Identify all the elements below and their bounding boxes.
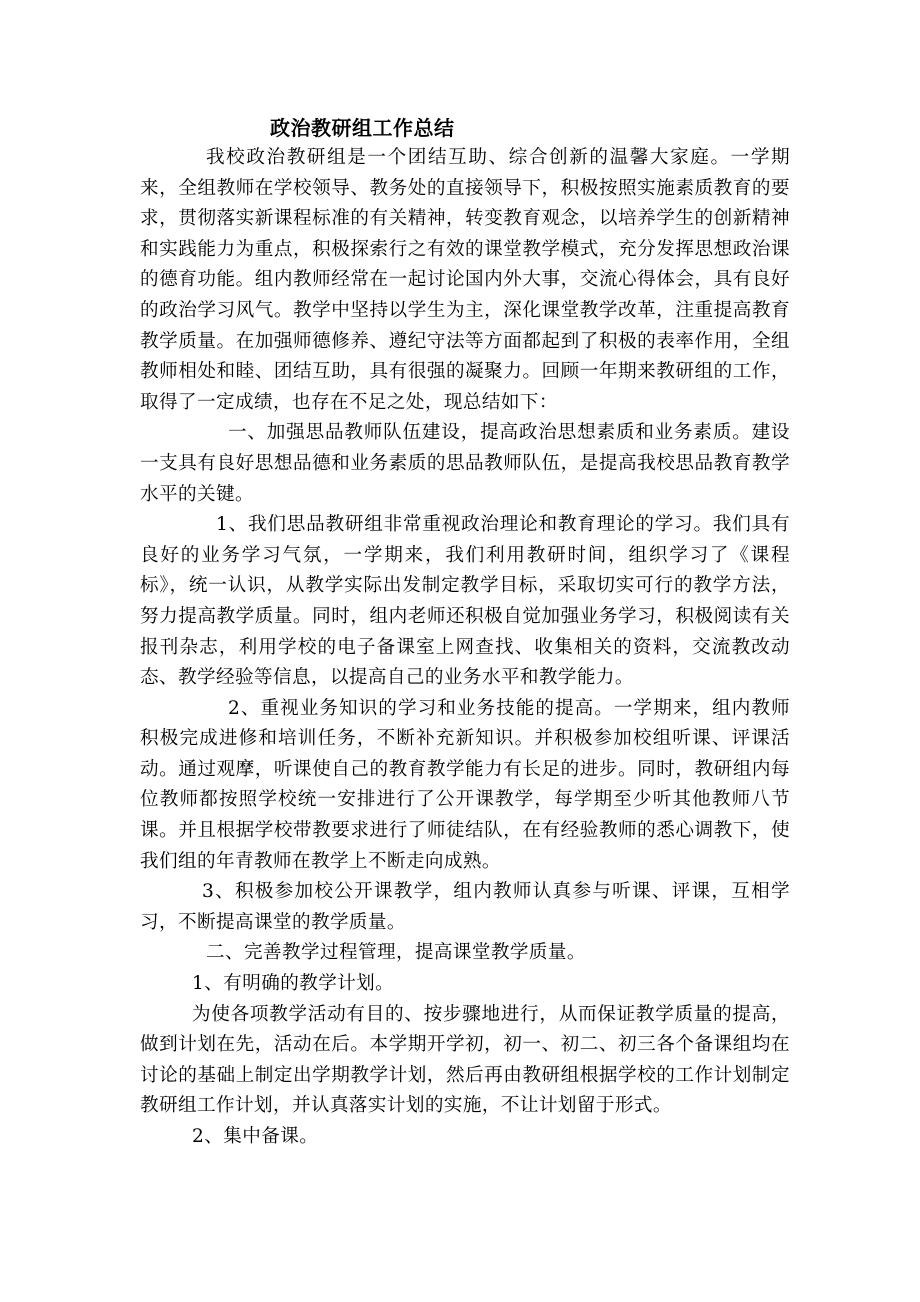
intro-paragraph: 我校政治教研组是一个团结互助、综合创新的温馨大家庭。一学期来，全组教师在学校领导、教务处的直接领导下，积极按照实施素质教育的要求，贯彻落实新课程标准的有关精神，转变教育观念，以培养学生的创新精神和实践能力为重点，积极探索行之有效的课堂教学模式，充分发挥思想政治课的德育功能。组内教师经常在一起讨论国内外大事，交流心得体会，具有良好的政治学习风气。教学中坚持以学生为主，深化课堂教学改革，注重提高教育教学质量。在加强师德修养、遵纪守法等方面都起到了积极的表率作用，全组教师相处和睦、团结互助，具有很强的凝聚力。回顾一年期来教研组的工作，取得了一定成绩，也存在不足之处，现总结如下： <box>140 147 790 413</box>
section-two-item-2-heading: 2、集中备课。 <box>192 1126 319 1147</box>
section-one-heading-paragraph: 一、加强思品教师队伍建设，提高政治思想素质和业务素质。建设一支具有良好思想品德和业务素质的思品教师队伍，是提高我校思品教育教学水平的关键。 <box>140 422 790 505</box>
document-body <box>140 143 790 1153</box>
section-two-item-1-paragraph: 为使各项教学活动有目的、按步骤地进行，从而保证教学质量的提高，做到计划在先，活动在后。本学期开学初，初一、初二、初三各个备课组均在讨论的基础上制定出学期教学计划，然后再由教研组根据学校的工作计划制定教研组工作计划，并认真落实计划的实施，不让计划留于形式。 <box>140 1003 790 1117</box>
section-one-item-3-paragraph: 3、积极参加校公开课教学，组内教师认真参与听课、评课，互相学习，不断提高课堂的教学质量。 <box>140 881 790 933</box>
section-two-item-1-heading: 1、有明确的教学计划。 <box>192 973 395 995</box>
section-one-item-1-paragraph: 1、我们思品教研组非常重视政治理论和教育理论的学习。我们具有良好的业务学习气氛，一学期来，我们利用教研时间，组织学习了《课程标》，统一认识，从教学实际出发制定教学目标，采取切实可行的教学方法，努力提高教学质量。同时，组内老师还积极自觉加强业务学习，积极阅读有关报刊杂志，利用学校的电子备课室上网查找、收集相关的资料，交流教改动态、教学经验等信息，以提高自己的业务水平和教学能力。 <box>140 514 790 689</box>
section-two-heading: 二、完善教学过程管理，提高课堂教学质量。 <box>206 942 586 964</box>
section-one-item-2-paragraph: 2、重视业务知识的学习和业务技能的提高。一学期来，组内教师积极完成进修和培训任务，不断补充新知识。并积极参加校组听课、评课活动。通过观摩，听课使自己的教育教学能力有长足的进步。同时，教研组内每位教师都按照学校统一安排进行了公开课教学，每学期至少听其他教师八节课。并且根据学校带教要求进行了师徒结队，在有经验教师的悉心调教下，使我们组的年青教师在教学上不断走向成熟。 <box>140 697 790 872</box>
document-title: 政治教研组工作总结 <box>270 116 455 140</box>
